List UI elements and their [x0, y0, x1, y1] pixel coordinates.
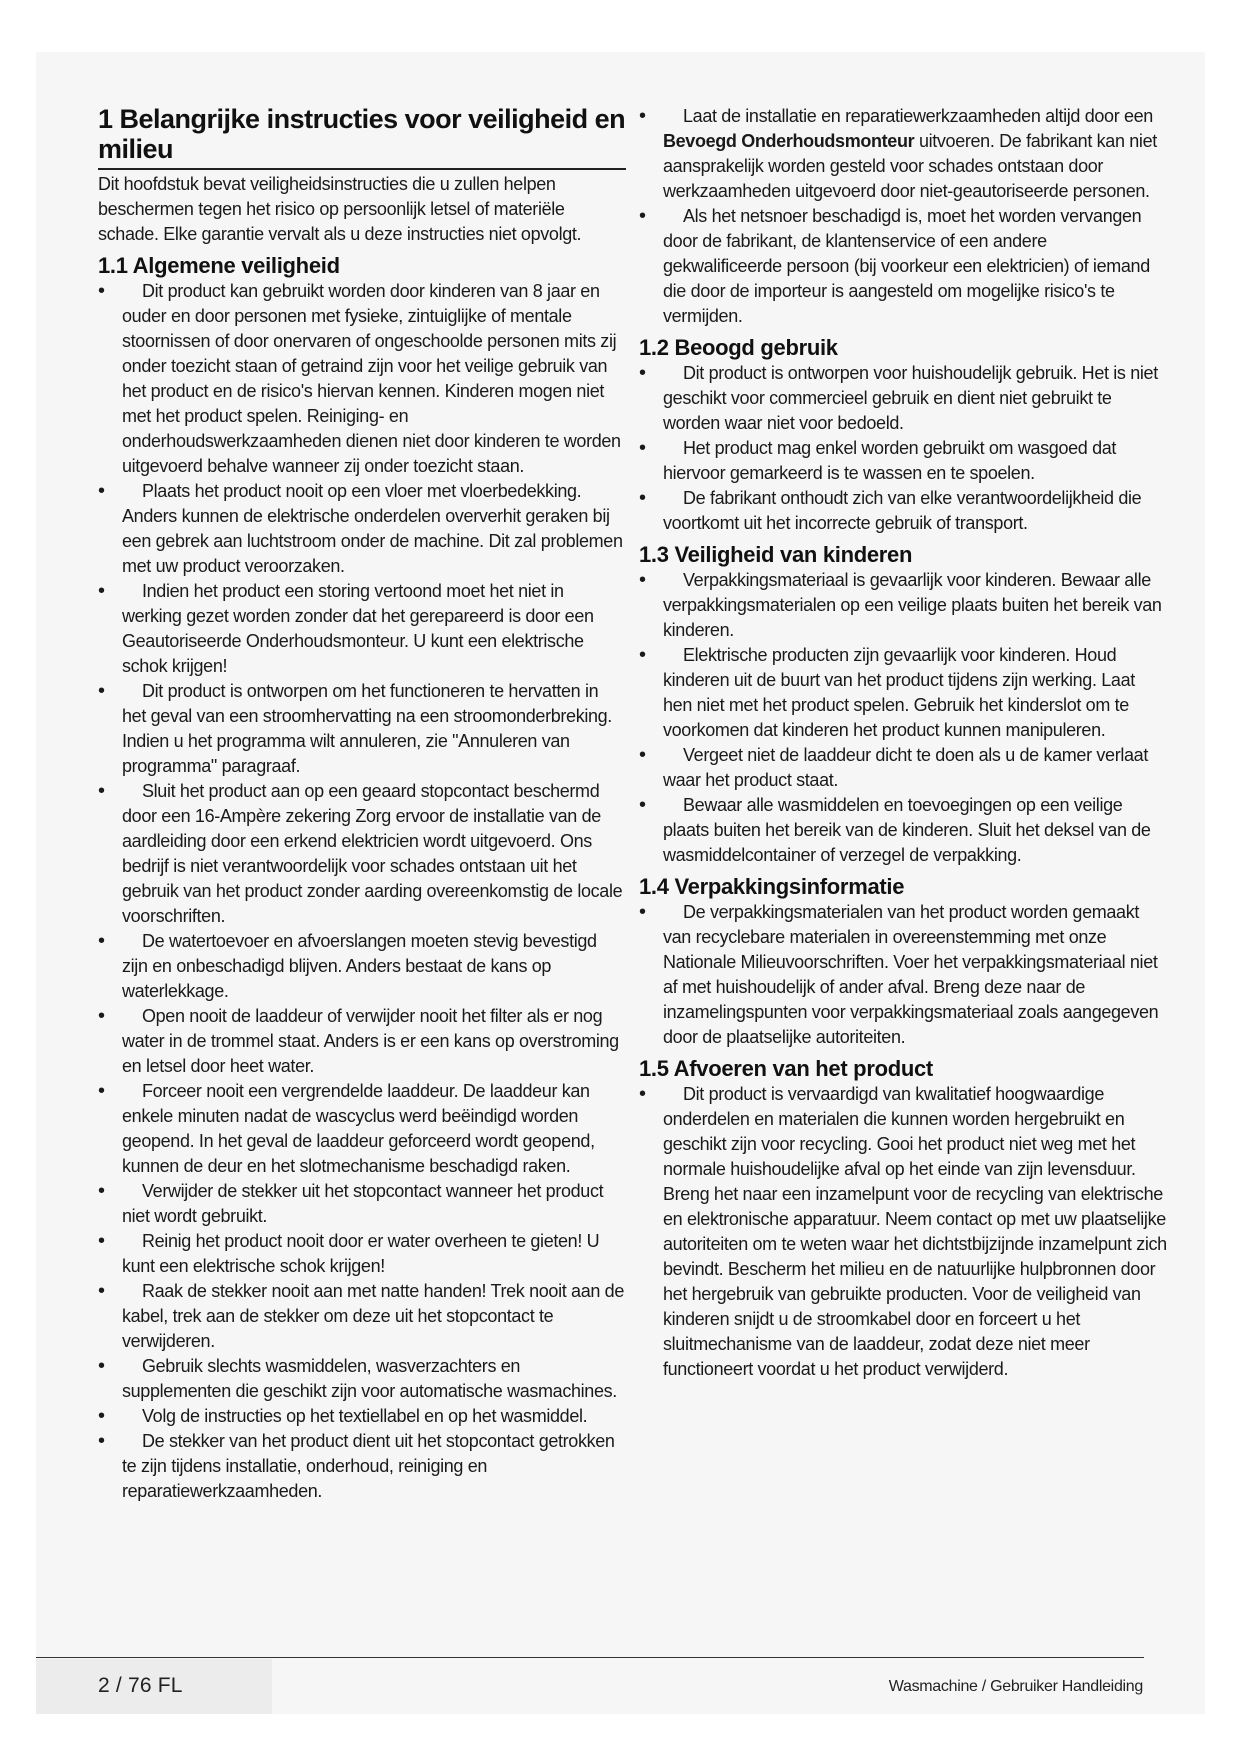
section-title-packaging-info: 1.4 Verpakkingsinformatie	[639, 874, 905, 899]
list-item: • Raak de stekker nooit aan met natte handen! Trek nooit aan de kabel, trek aan de stekker om deze uit het stopcontact te verwijderen.	[98, 1279, 626, 1354]
packaging-info-list	[639, 900, 1167, 1050]
list-item: • Sluit het product aan op een geaard stopcontact beschermd door een 16-Ampère zekering Zorg ervoor de installatie van de aardleiding door een erkend elektricien wordt uitgevoerd. Ons bedrijf is niet verantwoordelijk voor schades ontstaan uit het gebruik van het product zonder aarding overeenkomstig de locale voorschriften.	[98, 779, 626, 929]
list-item: • Reinig het product nooit door er water overheen te gieten! U kunt een elektrische schok krijgen!	[98, 1229, 626, 1279]
right-column	[639, 104, 1167, 1382]
list-item: • Als het netsnoer beschadigd is, moet het worden vervangen door de fabrikant, de klantenservice of een andere gekwalificeerde persoon (bij voorkeur een elektricien) of iemand die door de importeur is aangesteld om mogelijke risico's te vermijden.	[639, 204, 1167, 329]
list-item: • Het product mag enkel worden gebruikt om wasgoed dat hiervoor gemarkeerd is te wassen en te spoelen.	[639, 436, 1167, 486]
list-item: • Dit product is ontworpen om het functioneren te hervatten in het geval van een stroomhervatting na een stroomonderbreking. Indien u het programma wilt annuleren, zie "Annuleren van programma" paragraaf.	[98, 679, 626, 779]
footer-divider	[36, 1657, 1144, 1658]
list-item: • Plaats het product nooit op een vloer met vloerbedekking. Anders kunnen de elektrische onderdelen oververhit geraken bij een gebrek aan luchtstroom onder de machine. Dit zal problemen met uw product veroorzaken.	[98, 479, 626, 579]
list-item: • Forceer nooit een vergrendelde laaddeur. De laaddeur kan enkele minuten nadat de wascyclus werd beëindigd worden geopend. In het geval de laaddeur geforceerd wordt geopend, kunnen de deur en het slotmechanisme beschadigd raken.	[98, 1079, 626, 1179]
list-item: • Vergeet niet de laaddeur dicht te doen als u de kamer verlaat waar het product staat.	[639, 743, 1167, 793]
section-title-intended-use: 1.2 Beoogd gebruik	[639, 335, 838, 360]
page-number: 2 / 76 FL	[98, 1674, 183, 1697]
list-item: • De stekker van het product dient uit het stopcontact getrokken te zijn tijdens installatie, onderhoud, reiniging en reparatiewerkzaamheden.	[98, 1429, 626, 1504]
list-item: • Dit product kan gebruikt worden door kinderen van 8 jaar en ouder en door personen met fysieke, zintuiglijke of mentale stoornissen of door onervaren of ongeschoolde personen mits zij onder toezicht staan of getraind zijn voor het veilige gebruik van het product en de risico's hiervan kennen. Kinderen mogen niet met het product spelen. Reiniging- en onderhoudswerkzaamheden dienen niet door kinderen te worden uitgevoerd behalve wanneer zij onder toezicht staan.	[98, 279, 626, 479]
list-item: • Verwijder de stekker uit het stopcontact wanneer het product niet wordt gebruikt.	[98, 1179, 626, 1229]
chapter-intro: Dit hoofdstuk bevat veiligheidsinstructies die u zullen helpen beschermen tegen het risico op persoonlijk letsel of materiële schade. Elke garantie vervalt als u deze instructies niet opvolgt.	[98, 174, 582, 244]
disposal-list	[639, 1082, 1167, 1382]
list-item: • De watertoevoer en afvoerslangen moeten stevig bevestigd zijn en onbeschadigd blijven. Anders bestaat de kans op waterlekkage.	[98, 929, 626, 1004]
list-item: • Elektrische producten zijn gevaarlijk voor kinderen. Houd kinderen uit de buurt van het product tijdens zijn werking. Laat hen niet met het product spelen. Gebruik het kinderslot om te voorkomen dat kinderen het product kunnen manipuleren.	[639, 643, 1167, 743]
general-safety-list	[98, 279, 626, 1504]
intended-use-list	[639, 361, 1167, 536]
emphasis-text: Bevoegd Onderhoudsmonteur	[663, 131, 915, 151]
list-item: • Volg de instructies op het textiellabel en op het wasmiddel.	[98, 1404, 626, 1429]
list-item: • De fabrikant onthoudt zich van elke verantwoordelijkheid die voortkomt uit het incorrecte gebruik of transport.	[639, 486, 1167, 536]
manual-title: Wasmachine / Gebruiker Handleiding	[888, 1678, 1143, 1695]
list-item: • Dit product is vervaardigd van kwalitatief hoogwaardige onderdelen en materialen die kunnen worden hergebruikt en geschikt zijn voor recycling. Gooi het product niet weg met het normale huishoudelijke afval op het einde van zijn levensduur. Breng het naar een inzamelpunt voor de recycling van elektrische en elektronische apparatuur. Neem contact op met uw plaatselijke autoriteiten om te weten waar het dichtstbijzijnde inzamelpunt zich bevindt. Bescherm het milieu en de natuurlijke hulpbronnen door het hergebruik van gebruikte producten. Voor de veiligheid van kinderen snijdt u de stroomkabel door en forceert u het sluitmechanisme van de laaddeur, zodat deze niet meer functioneert voordat u het product verwijderd.	[639, 1082, 1167, 1382]
list-item: • Dit product is ontworpen voor huishoudelijk gebruik. Het is niet geschikt voor commercieel gebruik en dient niet gebruikt te worden waar niet voor bedoeld.	[639, 361, 1167, 436]
child-safety-list	[639, 568, 1167, 868]
list-item: • De verpakkingsmaterialen van het product worden gemaakt van recyclebare materialen in overeenstemming met onze Nationale Milieuvoorschriften. Voer het verpakkingsmateriaal niet af met huishoudelijk of ander afval. Breng deze naar de inzamelingspunten voor verpakkingsmateriaal zoals aangegeven door de plaatselijke autoriteiten.	[639, 900, 1167, 1050]
section-title-disposal: 1.5 Afvoeren van het product	[639, 1056, 933, 1081]
section-title-child-safety: 1.3 Veiligheid van kinderen	[639, 542, 913, 567]
list-item: • Verpakkingsmateriaal is gevaarlijk voor kinderen. Bewaar alle verpakkingsmaterialen op een veilige plaats buiten het bereik van kinderen.	[639, 568, 1167, 643]
general-safety-list-continued	[639, 104, 1167, 329]
list-item: • Gebruik slechts wasmiddelen, wasverzachters en supplementen die geschikt zijn voor automatische wasmachines.	[98, 1354, 626, 1404]
chapter-heading: 1 Belangrijke instructies voor veiligheid en milieu	[98, 104, 626, 170]
list-item: • Laat de installatie en reparatiewerkzaamheden altijd door een Bevoegd Onderhoudsmonteur uitvoeren. De fabrikant kan niet aansprakelijk worden gesteld voor schades ontstaan door werkzaamheden uitgevoerd door niet-geautoriseerde personen.	[639, 104, 1167, 204]
list-item: • Indien het product een storing vertoond moet het niet in werking gezet worden zonder dat het gerepareerd is door een Geautoriseerde Onderhoudsmonteur. U kunt een elektrische schok krijgen!	[98, 579, 626, 679]
list-item: • Bewaar alle wasmiddelen en toevoegingen op een veilige plaats buiten het bereik van de kinderen. Sluit het deksel van de wasmiddelcontainer of verzegel de verpakking.	[639, 793, 1167, 868]
left-column	[98, 104, 626, 1504]
section-title-general-safety: 1.1 Algemene veiligheid	[98, 253, 340, 278]
list-item: • Open nooit de laaddeur of verwijder nooit het filter als er nog water in de trommel staat. Anders is er een kans op overstroming en letsel door heet water.	[98, 1004, 626, 1079]
